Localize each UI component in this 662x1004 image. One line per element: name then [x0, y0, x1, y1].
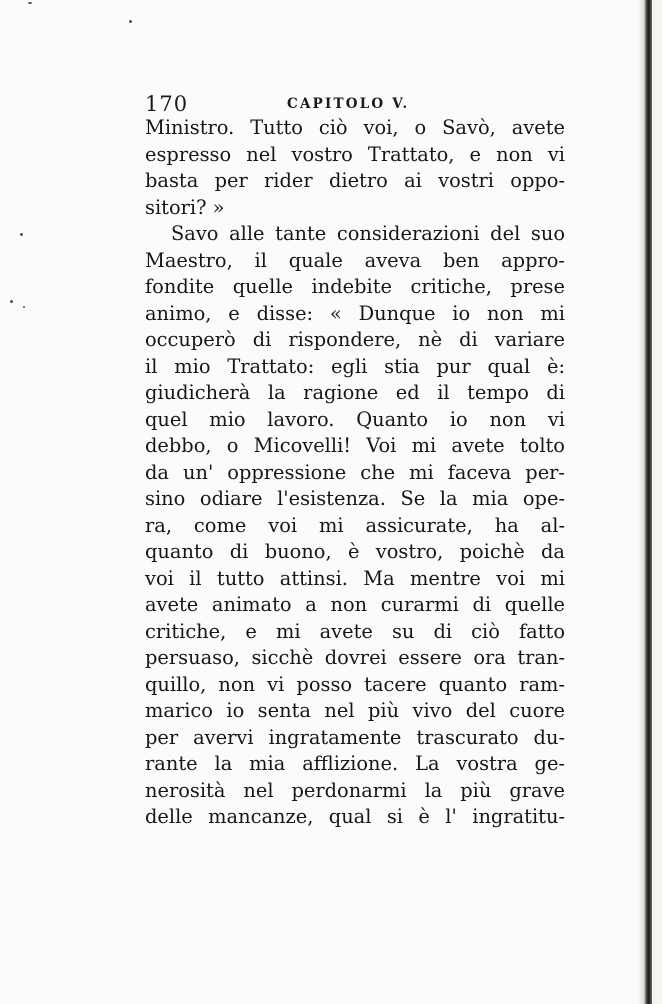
text-line: nerosità nel perdonarmi la più grave — [145, 778, 565, 802]
text-line: debbo, o Micovelli! Voi mi avete tolto — [145, 434, 565, 457]
text-line: ra, come voi mi assicurate, ha al- — [145, 513, 565, 537]
text-line: occuperò di rispondere, nè di variare — [145, 328, 565, 351]
text-line: espresso nel vostro Trattato, e non vi — [145, 142, 565, 166]
text-line: sitori? » — [145, 195, 225, 219]
paragraph-first-line: Savo alle tante considerazioni del suo — [171, 222, 565, 245]
page-header — [145, 92, 565, 116]
ink-speck — [23, 306, 25, 308]
ink-speck — [28, 2, 32, 4]
text-line: delle mancanze, qual si è l' ingratitu- — [145, 805, 565, 828]
text-line: animo, e disse: « Dunque io non mi — [145, 301, 565, 325]
outer-margin-strip — [652, 0, 662, 1004]
book-spine-edge — [644, 0, 652, 1004]
text-line: marico io senta nel più vivo del cuore — [145, 699, 565, 722]
text-line: Ministro. Tutto ciò voi, o Savò, avete — [145, 116, 565, 139]
text-line: basta per rider dietro ai vostri oppo- — [145, 169, 565, 192]
text-line: fondite quelle indebite critiche, prese — [145, 275, 565, 298]
page-number: 170 — [145, 92, 189, 116]
text-line: critiche, e mi avete su di ciò fatto — [145, 619, 565, 643]
running-head: CAPITOLO V. — [287, 96, 410, 112]
body-text — [145, 115, 565, 831]
text-line: rante la mia afflizione. La vostra ge- — [145, 752, 565, 775]
text-line: voi il tutto attinsi. Ma mentre voi mi — [145, 566, 565, 590]
text-line: da un' oppressione che mi faceva per- — [145, 460, 565, 484]
ink-speck — [10, 300, 13, 303]
text-line: quanto di buono, è vostro, poichè da — [145, 540, 565, 563]
ink-speck — [20, 233, 23, 236]
text-line: per avervi ingratamente trascurato du- — [145, 725, 565, 749]
text-line: avete animato a non curarmi di quelle — [145, 593, 565, 616]
text-line: quillo, non vi posso tacere quanto ram- — [145, 672, 565, 696]
text-line: Maestro, il quale aveva ben appro- — [145, 248, 565, 272]
text-line: persuaso, sicchè dovrei essere ora tran- — [145, 646, 565, 669]
ink-speck — [129, 20, 132, 23]
text-line: sino odiare l'esistenza. Se la mia ope- — [145, 487, 565, 510]
text-line: quel mio lavoro. Quanto io non vi — [145, 407, 565, 431]
text-line: giudicherà la ragione ed il tempo di — [145, 381, 565, 404]
text-line: il mio Trattato: egli stia pur qual è: — [145, 354, 565, 378]
